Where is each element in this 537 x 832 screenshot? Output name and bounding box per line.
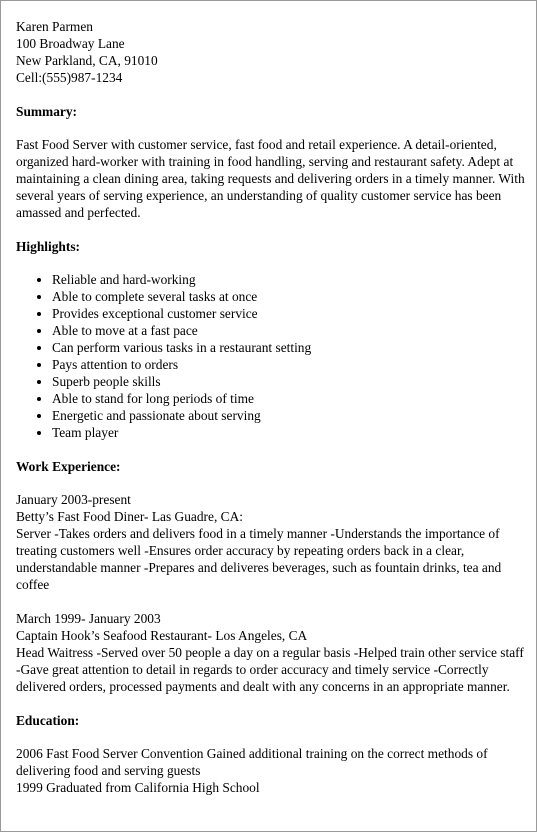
experience-heading: Work Experience: [16, 459, 121, 474]
highlight-item: • Able to move at a fast pace [52, 322, 526, 339]
education-entry: 1999 Graduated from California High School [16, 780, 260, 795]
education-entry: 2006 Fast Food Server Convention Gained additional training on the correct methods of delivering food and serving guests [16, 746, 488, 778]
highlight-item: • Energetic and passionate about serving [52, 407, 526, 424]
highlight-item: • Can perform various tasks in a restaurant setting [52, 339, 526, 356]
contact-name: Karen Parmen [16, 19, 93, 34]
summary-text: Fast Food Server with customer service, fast food and retail experience. A detail-oriented, organized hard-worker with training in food handling, serving and restaurant safety. Adept at maintaining a clean dining area, taking requests and delivering orders in a timely manner. With several years of serving experience, an understanding of quality customer service has been amassed and perfected. [16, 137, 525, 220]
highlight-item: • Pays attention to orders [52, 356, 526, 373]
highlight-item: • Able to complete several tasks at once [52, 288, 526, 305]
job-description: Server -Takes orders and delivers food in a timely manner -Understands the importance of treating customers well -Ensures order accuracy by repeating orders back in a clear, understandable manner -Prepares and deliveres beverages, such as fountain drinks, tea and coffee [16, 526, 502, 592]
contact-street: 100 Broadway Lane [16, 36, 125, 51]
highlight-item: • Superb people skills [52, 373, 526, 390]
job-employer: Betty’s Fast Food Diner- Las Guadre, CA: [16, 509, 243, 524]
experience-section [16, 458, 526, 695]
highlight-item: • Team player [52, 424, 526, 441]
highlight-item: • Provides exceptional customer service [52, 305, 526, 322]
contact-phone: Cell:(555)987-1234 [16, 70, 123, 85]
job-dates: March 1999- January 2003 [16, 611, 161, 626]
education-heading: Education: [16, 713, 80, 728]
job-employer: Captain Hook’s Seafood Restaurant- Los Angeles, CA [16, 628, 308, 643]
job-entry [16, 491, 526, 593]
summary-heading: Summary: [16, 104, 77, 119]
highlight-item: • Able to stand for long periods of time [52, 390, 526, 407]
highlights-heading: Highlights: [16, 239, 80, 254]
education-section [16, 712, 526, 796]
highlights-list [16, 271, 526, 441]
highlight-item: • Reliable and hard-working [52, 271, 526, 288]
job-dates: January 2003-present [16, 492, 131, 507]
summary-section [16, 103, 526, 221]
highlights-section [16, 238, 526, 441]
job-entry [16, 610, 526, 695]
job-description: Head Waitress -Served over 50 people a day on a regular basis -Helped train other service staff -Gave great attention to detail in regards to order accuracy and timely service -Correctly delivered orders, processed payments and dealt with any concerns in an appropriate manner. [16, 645, 524, 694]
contact-city: New Parkland, CA, 91010 [16, 53, 158, 68]
contact-block [16, 18, 526, 86]
